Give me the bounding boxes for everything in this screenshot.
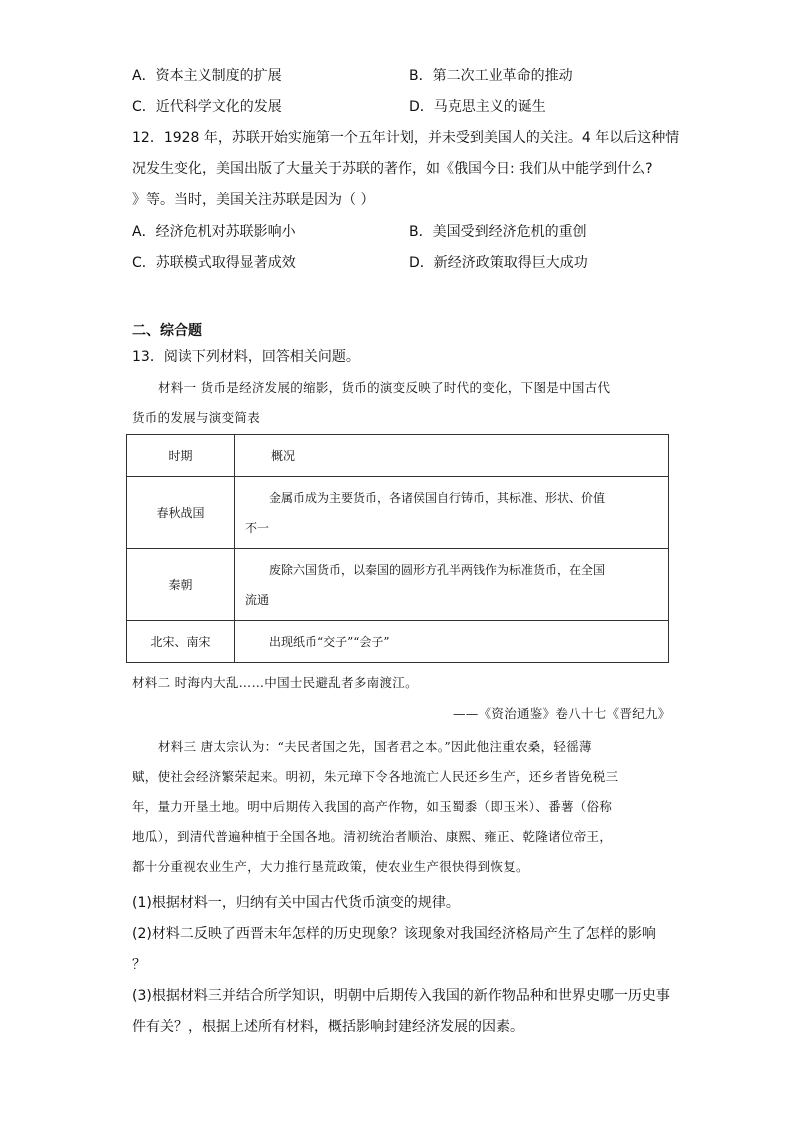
table-header-overview: 概况 (235, 435, 669, 477)
table-cell-desc (235, 549, 669, 621)
q12-option-a: A．经济危机对苏联影响小 (132, 224, 296, 240)
q12-stem-line2: 况发生变化，美国出版了大量关于苏联的著作，如《俄国今日: 我们从中能学到什么? (132, 161, 653, 177)
question-1: (1)根据材料一，归纳有关中国古代货币演变的规律。 (132, 895, 460, 911)
material1-line2: 货币的发展与演变简表 (132, 410, 261, 425)
table-row (127, 477, 669, 549)
material2-source: ——《资治通鉴》卷八十七《晋纪九》 (453, 706, 671, 721)
question-3-line2: 件有关？，根据上述所有材料，概括影响封建经济发展的因素。 (132, 1019, 524, 1035)
q11-option-c: C．近代科学文化的发展 (132, 99, 282, 115)
table-cell-period: 秦朝 (127, 549, 235, 621)
table-cell-desc (235, 621, 669, 663)
currency-table (126, 434, 669, 663)
q12-stem-line3: 》等。当时，美国关注苏联是因为（ ） (132, 192, 375, 208)
table-cell-desc-line1: 废除六国货币，以秦国的圆形方孔半两钱作为标准货币，在全国 (269, 562, 606, 577)
question-2-line1: (2)材料二反映了西晋末年怎样的历史现象？该现象对我国经济格局产生了怎样的影响 (132, 926, 656, 942)
table-header-period: 时期 (127, 435, 235, 477)
material3-line4: 地瓜），到清代普遍种植于全国各地。清初统治者顺治、康熙、雍正、乾隆诸位帝王， (132, 829, 613, 844)
table-cell-desc (235, 477, 669, 549)
table-cell-desc-line1: 出现纸币“交子”“会子” (269, 634, 390, 649)
table-cell-desc-line1: 金属币成为主要货币，各诸侯国自行铸币，其标准、形状、价值 (269, 490, 606, 505)
q11-option-d: D．马克思主义的诞生 (409, 99, 546, 115)
q12-stem-line1: 12．1928 年，苏联开始实施第一个五年计划，并未受到美国人的关注。4 年以后这种情 (132, 130, 680, 146)
q13-stem: 13．阅读下列材料，回答相关问题。 (132, 349, 360, 365)
section-heading: 二、综合题 (132, 323, 202, 339)
table-cell-desc-line2: 流通 (245, 592, 270, 607)
q11-option-a: A．资本主义制度的扩展 (132, 68, 282, 84)
material3-line2: 赋，使社会经济繁荣起来。明初，朱元璋下令各地流亡人民还乡生产，还乡者皆免税三 (132, 769, 619, 784)
table-cell-period: 春秋战国 (127, 477, 235, 549)
table-cell-period: 北宋、南宋 (127, 621, 235, 663)
material3-line3: 年，量力开垦土地。明中后期传入我国的高产作物，如玉蜀黍（即玉米）、番薯（俗称 (132, 799, 613, 814)
q11-option-b: B．第二次工业革命的推动 (409, 68, 573, 84)
table-header-row (127, 435, 669, 477)
table-row (127, 549, 669, 621)
question-2-line2: ？ (132, 957, 146, 973)
table-row (127, 621, 669, 663)
material3-line1: 材料三 唐太宗认为：“夫民者国之先，国者君之本。”因此他注重农桑，轻徭薄 (158, 739, 592, 754)
material1-line1: 材料一 货币是经济发展的缩影，货币的演变反映了时代的变化，下图是中国古代 (158, 380, 611, 395)
material2-text: 材料二 时海内大乱……中国士民避乱者多南渡江。 (132, 675, 418, 690)
q12-option-c: C．苏联模式取得显著成效 (132, 255, 296, 271)
q12-option-b: B．美国受到经济危机的重创 (409, 224, 587, 240)
q12-option-d: D．新经济政策取得巨大成功 (409, 255, 588, 271)
table-cell-desc-line2: 不一 (245, 520, 270, 535)
material3-line5: 都十分重视农业生产，大力推行垦荒政策，使农业生产很快得到恢复。 (132, 859, 529, 874)
question-3-line1: (3)根据材料三并结合所学知识，明朝中后期传入我国的新作物品种和世界史哪一历史事 (132, 988, 670, 1004)
